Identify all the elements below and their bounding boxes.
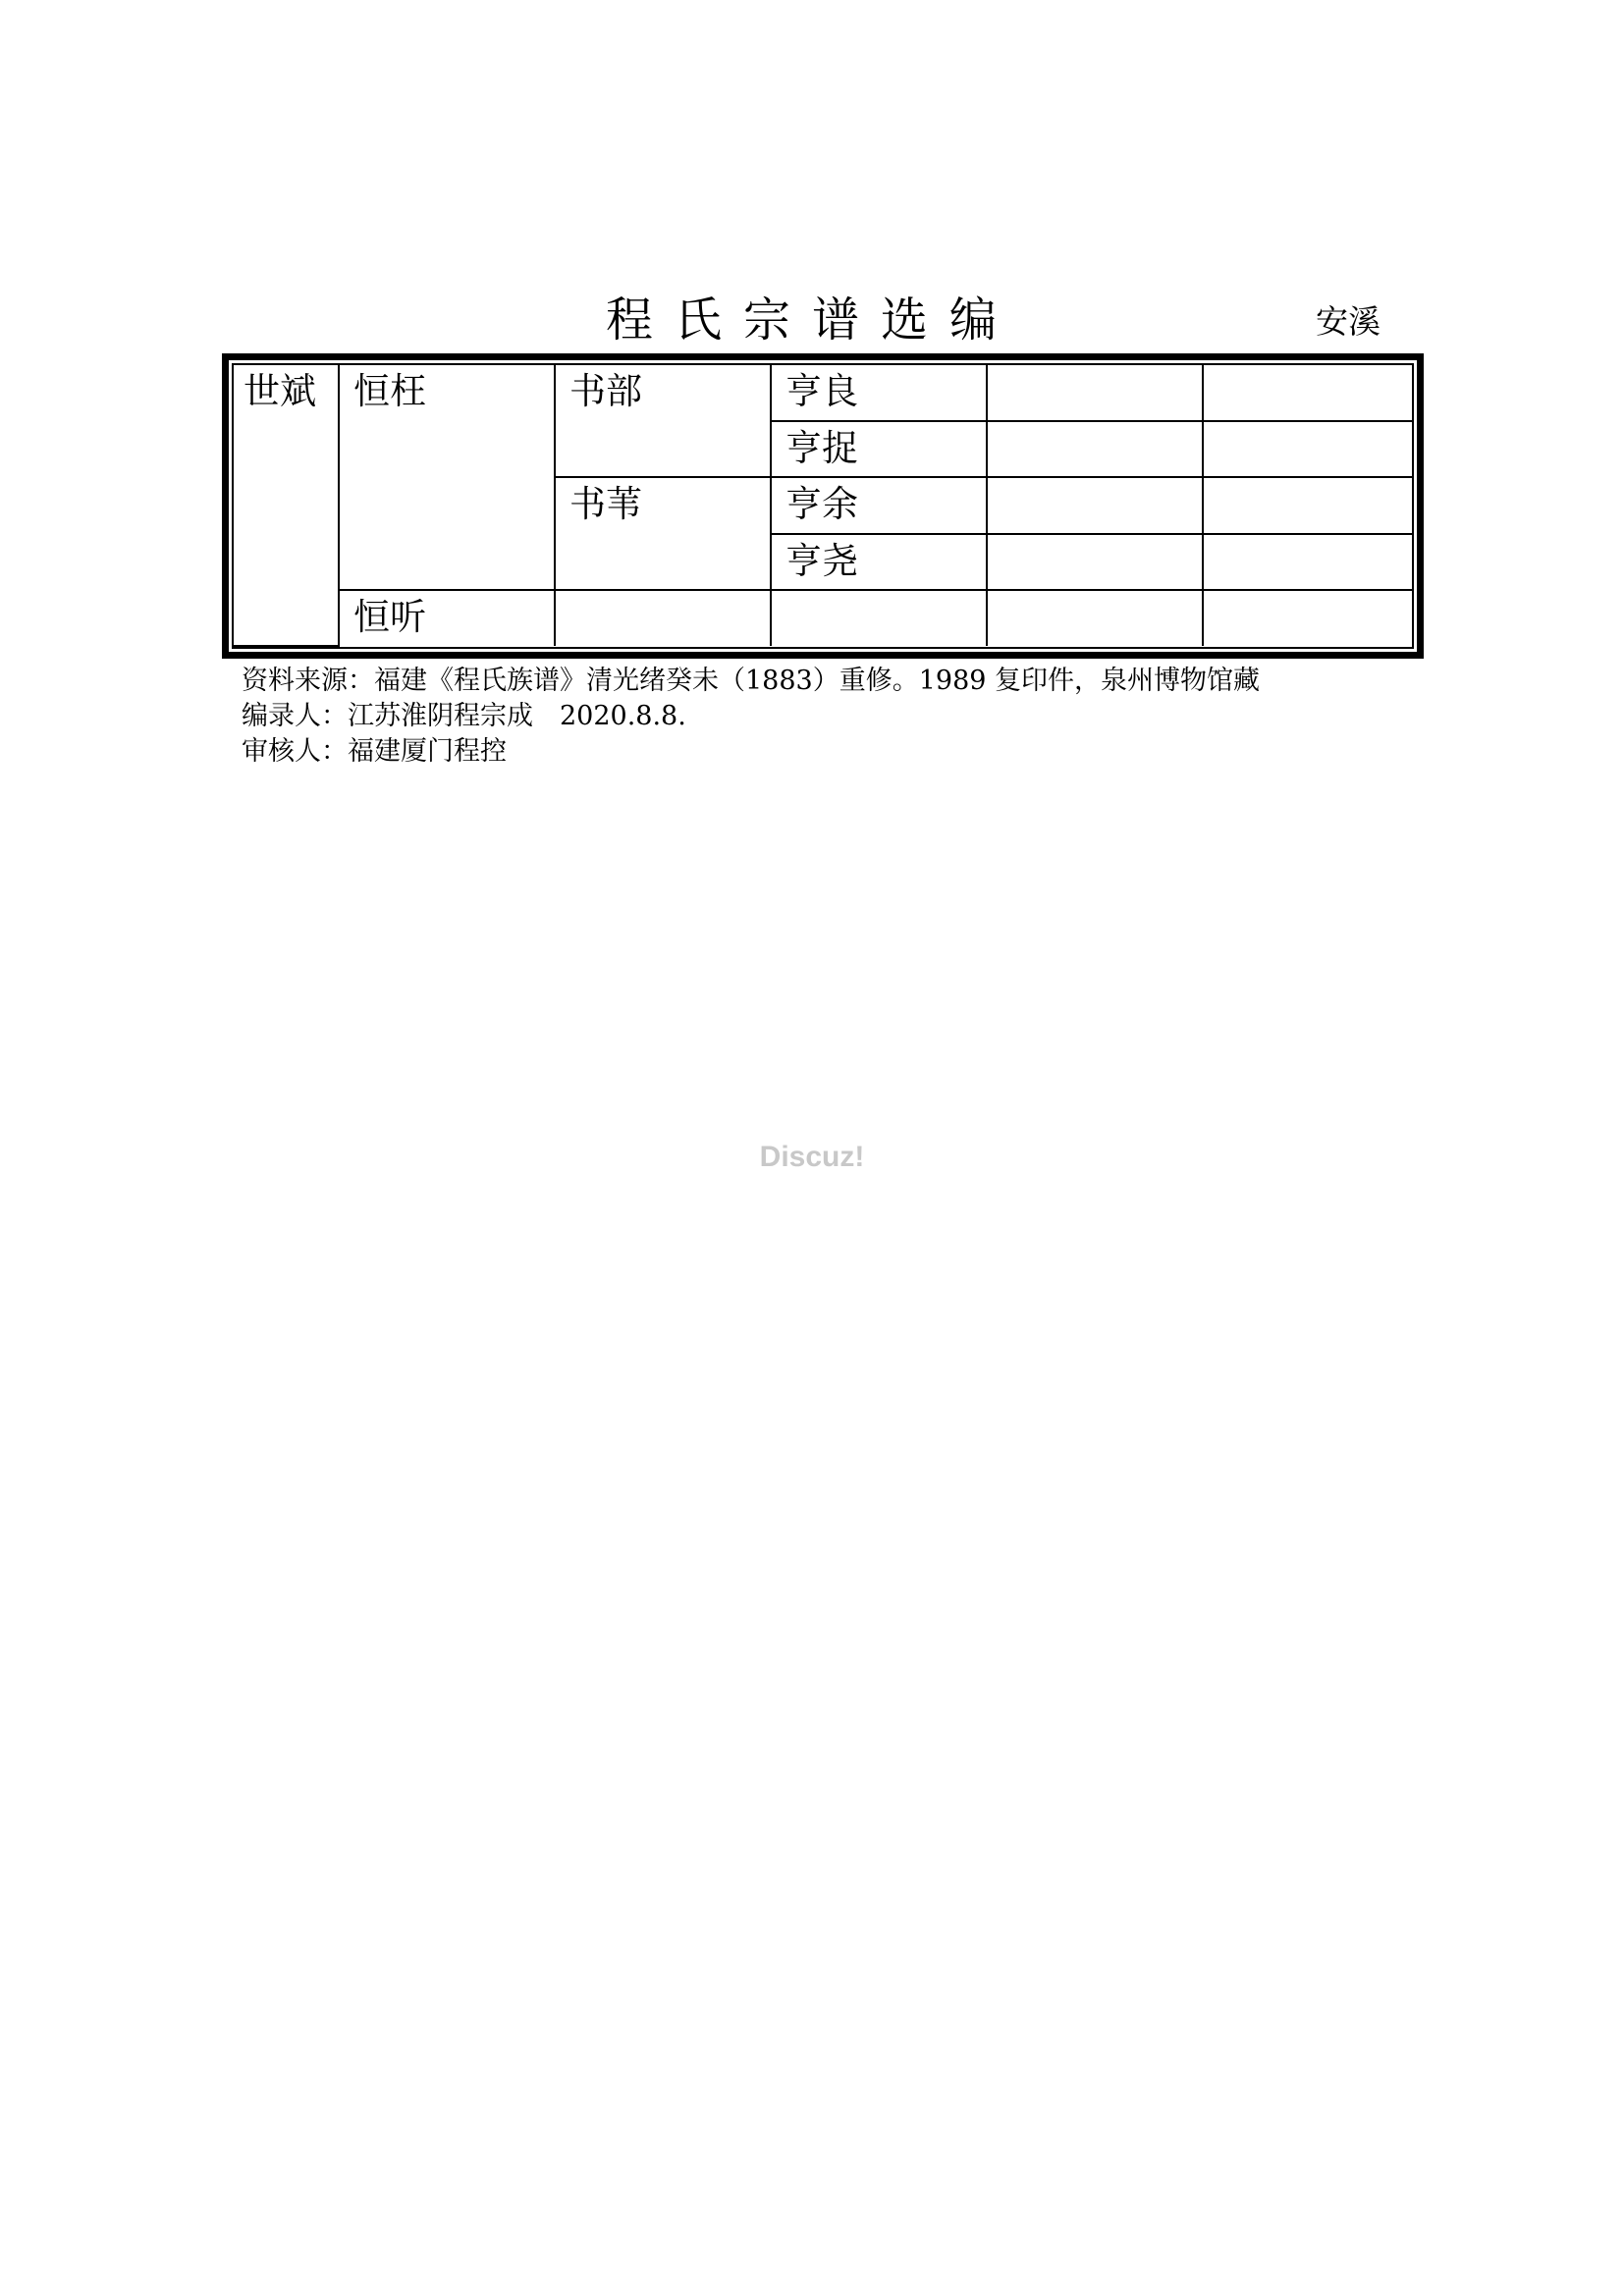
gen4-cell: 亨尧	[771, 534, 987, 591]
gen3-cell-b: 书苇	[555, 477, 771, 590]
source-note: 资料来源：福建《程氏族谱》清光绪癸未（1883）重修。1989 复印件，泉州博物馆藏	[242, 666, 1261, 696]
reviewer-note: 审核人：福建厦门程控	[242, 736, 507, 767]
gen4-cell: 亨捉	[771, 421, 987, 478]
empty-cell	[1203, 534, 1412, 591]
empty-cell	[1203, 365, 1412, 421]
gen2-cell-a: 恒枉	[339, 365, 555, 590]
empty-cell	[1203, 477, 1412, 534]
empty-cell	[555, 590, 771, 646]
gen4-cell: 亨余	[771, 477, 987, 534]
gen3-cell-a: 书部	[555, 365, 771, 477]
empty-cell	[987, 365, 1203, 421]
empty-cell	[987, 421, 1203, 478]
empty-cell	[1203, 590, 1412, 646]
genealogy-table	[234, 365, 1412, 647]
table-row	[234, 590, 1412, 646]
empty-cell	[987, 534, 1203, 591]
gen4-cell: 亨良	[771, 365, 987, 421]
genealogy-table-inner	[232, 363, 1414, 649]
gen2-cell-b: 恒听	[339, 590, 555, 646]
page-title: 程氏宗谱选编	[605, 293, 1018, 347]
empty-cell	[987, 477, 1203, 534]
watermark: Discuz!	[759, 1141, 865, 1173]
notes-block	[242, 664, 1260, 770]
empty-cell	[1203, 421, 1412, 478]
genealogy-table-frame	[222, 353, 1424, 659]
gen1-cell: 世斌	[234, 365, 339, 646]
empty-cell	[987, 590, 1203, 646]
table-row	[234, 365, 1412, 421]
empty-cell	[771, 590, 987, 646]
region-label: 安溪	[1316, 302, 1380, 341]
compiler-note: 编录人：江苏淮阴程宗成 2020.8.8.	[242, 701, 686, 731]
